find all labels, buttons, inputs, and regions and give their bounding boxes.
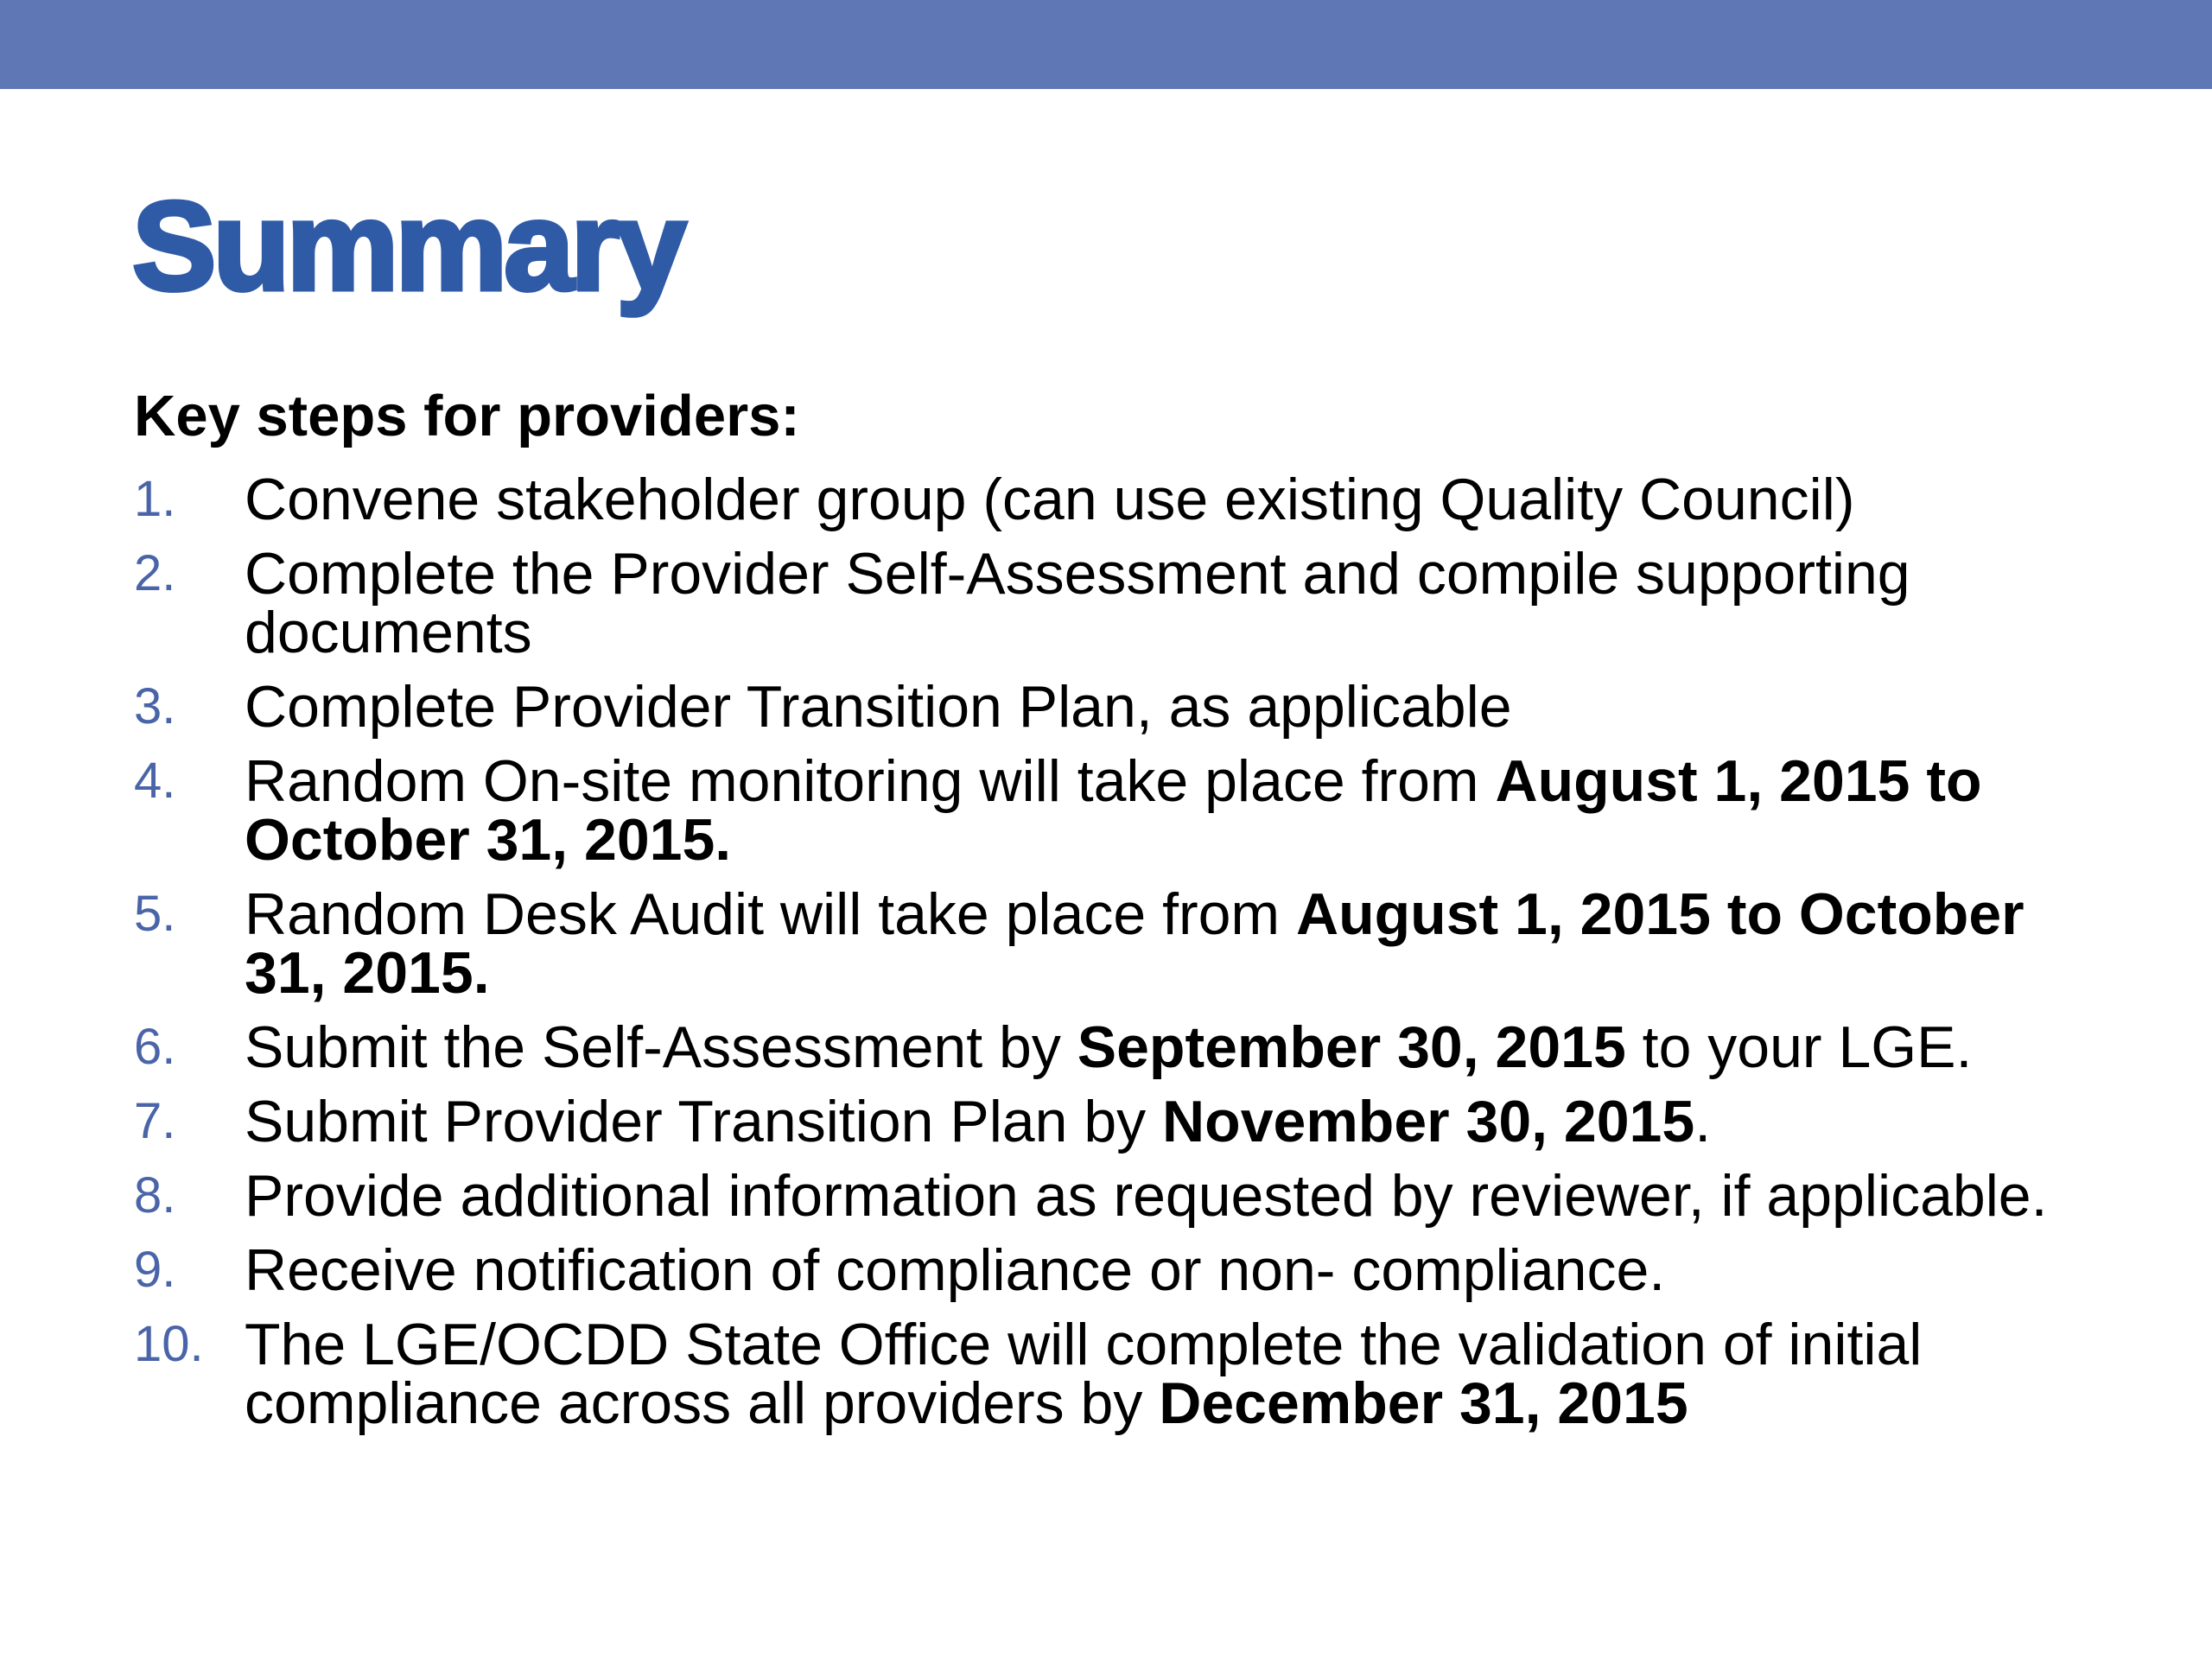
step-text-segment: Convene stakeholder group (can use existing Quality Council)	[245, 467, 1855, 532]
step-number: 7.	[134, 1093, 176, 1149]
step-text-segment: Submit Provider Transition Plan by	[245, 1089, 1163, 1154]
list-item	[134, 541, 2121, 665]
step-text	[245, 1089, 2121, 1154]
list-item	[134, 1312, 2121, 1436]
step-number: 8.	[134, 1167, 176, 1224]
step-text	[245, 881, 2121, 1006]
step-text-segment: to your LGE.	[1625, 1014, 1973, 1080]
list-item	[134, 748, 2121, 873]
list-item	[134, 881, 2121, 1006]
step-text	[245, 748, 2121, 873]
slide-content	[134, 384, 2121, 1436]
step-date-emphasis: November 30, 2015	[1162, 1089, 1695, 1154]
steps-list	[134, 467, 2121, 1436]
step-number: 6.	[134, 1019, 176, 1075]
step-number: 1.	[134, 471, 176, 527]
page-title: Summary	[132, 175, 683, 316]
step-text	[245, 1014, 2121, 1080]
list-item	[134, 467, 2121, 532]
step-number: 3.	[134, 678, 176, 734]
list-item	[134, 1237, 2121, 1303]
step-text-segment: Provide additional information as requested by reviewer, if applicable.	[245, 1163, 2048, 1229]
step-number: 2.	[134, 545, 176, 601]
intro-heading: Key steps for providers:	[134, 384, 800, 448]
list-item	[134, 1089, 2121, 1154]
step-number: 9.	[134, 1242, 176, 1298]
step-text	[245, 1163, 2121, 1229]
step-text-segment: Receive notification of compliance or non- compliance.	[245, 1237, 1666, 1303]
step-number: 10.	[134, 1316, 204, 1372]
step-text	[245, 1312, 2121, 1436]
list-item	[134, 1163, 2121, 1229]
step-text-segment: Complete the Provider Self-Assessment and compile supporting documents	[245, 541, 1910, 665]
step-text-segment: Random Desk Audit will take place from	[245, 881, 1296, 947]
step-text	[245, 1237, 2121, 1303]
step-text-segment: .	[1694, 1089, 1712, 1154]
list-item	[134, 674, 2121, 740]
step-text	[245, 674, 2121, 740]
step-text-segment: Submit the Self-Assessment by	[245, 1014, 1077, 1080]
step-text-segment: The LGE/OCDD State Office will complete the validation of initial compliance across all providers by	[245, 1312, 1923, 1436]
header-band	[0, 0, 2212, 89]
step-text	[245, 467, 2121, 532]
step-number: 4.	[134, 753, 176, 809]
step-text	[245, 541, 2121, 665]
list-item	[134, 1014, 2121, 1080]
step-text-segment: Random On-site monitoring will take place from	[245, 748, 1496, 814]
step-text-segment: Complete Provider Transition Plan, as applicable	[245, 674, 1512, 740]
step-date-emphasis: August 1, 2015 to October 31, 2015.	[245, 881, 2024, 1006]
step-date-emphasis: September 30, 2015	[1077, 1014, 1626, 1080]
step-number: 5.	[134, 886, 176, 942]
step-date-emphasis: December 31, 2015	[1159, 1370, 1688, 1436]
step-date-emphasis: August 1, 2015 to October 31, 2015.	[245, 748, 1982, 873]
